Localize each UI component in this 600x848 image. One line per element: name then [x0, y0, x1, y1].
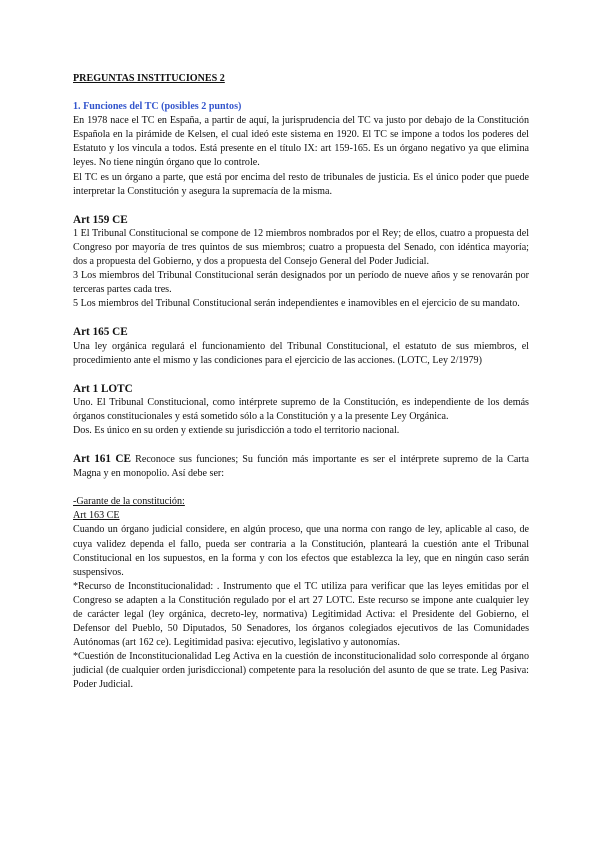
paragraph: Una ley orgánica regulará el funcionamiento del Tribunal Constitucional, el estatuto de sus miembros, el procedimiento ante el mismo y las condiciones para el ejercicio de las acciones. (LOTC, Ley 2/1979): [73, 340, 529, 366]
paragraph: *Recurso de Inconstitucionalidad: . Instrumento que el TC utiliza para verificar que las leyes emitidas por el Congreso se adapten a la Constitución regulado por el art 27 LOTC. Este recurso se impone ante cualquier ley de carácter legal (ley orgánica, decreto-ley, normativa) Legitimidad Activa: el Presidente del Gobierno, el Defensor del Pueblo, 50 Diputados, 50 Senadores, los órganos colegiados ejecutivos de las Comunidades Autónomas (art 162 ce). Legitimidad pasiva: ejecutivo, legislativo y autonomías.: [73, 580, 529, 649]
art-161-text: Reconoce sus funciones; Su función más importante es ser el intérprete supremo de la Carta Magna y en monopolio. Así debe ser:: [73, 454, 530, 480]
paragraph: En 1978 nace el TC en España, a partir de aquí, la jurisprudencia del TC va justo por debajo de la Constitución Española en la pirámide de Kelsen, el cual ideó este sistema en 1920. El TC se impone a todos los poderes del Estatuto y los vincula a todos. Está presente en el título IX: art 159-165. Es un órgano negativo ya que elimina leyes. No tiene ningún órgano que lo controle.: [73, 115, 529, 169]
paragraph: *Cuestión de Inconstitucionalidad Leg Activa en la cuestión de inconstitucionalidad solo corresponde al órgano judicial (de cualquier orden jurisdiccional) competente para la resolución del asunto de que se trate. Leg Pasiva: Poder Judicial.: [73, 651, 529, 691]
heading-art-1-lotc: Art 1 LOTC: [73, 382, 133, 395]
paragraph: Uno. El Tribunal Constitucional, como intérprete supremo de la Constitución, es independiente de los demás órganos constitucionales y está sometido sólo a la Constitución y a la presente Ley Orgánica.: [73, 396, 529, 422]
document-page: [73, 72, 529, 693]
paragraph-art-161: [73, 452, 529, 481]
heading-art-165: Art 165 CE: [73, 326, 128, 339]
spacer: [73, 199, 529, 213]
paragraph: 3 Los miembros del Tribunal Constitucional serán designados por un período de nueve años y se renovarán por terceras partes cada tres.: [73, 270, 529, 296]
paragraph: 5 Los miembros del Tribunal Constitucional serán independientes e inamovibles en el ejercicio de su mandato.: [73, 298, 520, 310]
document-title: PREGUNTAS INSTITUCIONES 2: [73, 73, 225, 84]
spacer: [73, 368, 529, 382]
paragraph: 1 El Tribunal Constitucional se compone de 12 miembros nombrados por el Rey; de ellos, cuatro a propuesta del Congreso por mayoría de tres quintos de sus miembros; cuatro a propuesta del Senado, con idéntica mayoría; dos a propuesta del Gobierno, y dos a propuesta del Consejo General del Poder Judicial.: [73, 227, 529, 268]
heading-art-163: Art 163 CE: [73, 510, 120, 522]
section-heading-funciones: 1. Funciones del TC (posibles 2 puntos): [73, 101, 242, 113]
heading-art-161: Art 161 CE: [73, 453, 131, 466]
spacer: [73, 481, 529, 495]
paragraph: Dos. Es único en su orden y extiende su jurisdicción a todo el territorio nacional.: [73, 424, 400, 436]
heading-art-159: Art 159 CE: [73, 213, 128, 226]
spacer: [73, 438, 529, 452]
spacer: [73, 311, 529, 325]
garante-label: -Garante de la constitución:: [73, 496, 185, 508]
paragraph: Cuando un órgano judicial considere, en algún proceso, que una norma con rango de ley, aplicable al caso, de cuya validez dependa el fallo, pueda ser contraria a la Constitución, planteará la cuestión ante el Tribunal Constitucional en los supuestos, en la forma y con los efectos que establezca la ley, que en ningún caso serán suspensivos.: [73, 524, 529, 578]
paragraph: El TC es un órgano a parte, que está por encima del resto de tribunales de justicia. Es el único poder que puede interpretar la Constitución y asegura la supremacía de la misma.: [73, 171, 529, 197]
